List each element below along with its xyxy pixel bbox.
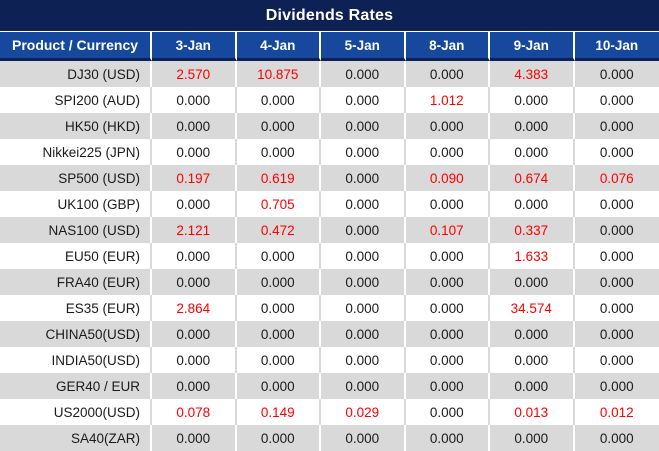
rate-cell: 0.000 [406,269,491,295]
rate-cell: 1.633 [490,243,575,269]
header-row [0,31,659,61]
product-cell: DJ30 (USD) [0,61,152,87]
rate-cell: 0.000 [152,373,237,399]
table-row [0,295,659,321]
rate-cell: 0.000 [406,191,491,217]
rate-cell: 0.000 [575,139,659,165]
rate-cell: 0.076 [575,165,659,191]
rate-cell: 0.000 [321,217,406,243]
product-cell: NAS100 (USD) [0,217,152,243]
product-cell: ES35 (EUR) [0,295,152,321]
product-cell: CHINA50(USD) [0,321,152,347]
rate-cell: 0.472 [237,217,322,243]
rate-cell: 0.000 [406,139,491,165]
rate-cell: 0.000 [321,87,406,113]
table-row [0,217,659,243]
product-cell: GER40 / EUR [0,373,152,399]
rate-cell: 0.000 [575,347,659,373]
product-cell: US2000(USD) [0,399,152,425]
rate-cell: 0.000 [237,243,322,269]
rate-cell: 0.000 [490,425,575,451]
rate-cell: 0.619 [237,165,322,191]
table-row [0,269,659,295]
rate-cell: 0.000 [237,113,322,139]
product-cell: SA40(ZAR) [0,425,152,451]
rate-cell: 34.574 [490,295,575,321]
rate-cell: 0.000 [321,269,406,295]
rate-cell: 0.000 [575,425,659,451]
rate-cell: 0.000 [321,425,406,451]
rate-cell: 0.337 [490,217,575,243]
rate-cell: 2.864 [152,295,237,321]
rate-cell: 0.000 [321,165,406,191]
rate-cell: 0.000 [321,321,406,347]
table-row [0,191,659,217]
rate-cell: 0.000 [152,347,237,373]
rate-cell: 0.000 [321,347,406,373]
rate-cell: 0.000 [237,347,322,373]
rate-cell: 2.570 [152,61,237,87]
rate-cell: 0.000 [575,321,659,347]
panel-title: Dividends Rates [0,0,659,31]
rate-cell: 0.000 [237,87,322,113]
rate-cell: 0.000 [321,113,406,139]
rate-cell: 0.000 [321,295,406,321]
rate-cell: 4.383 [490,61,575,87]
rate-cell: 0.000 [575,61,659,87]
date-header: 4-Jan [237,31,322,61]
rate-cell: 0.029 [321,399,406,425]
rate-cell: 0.000 [152,113,237,139]
date-header: 9-Jan [490,31,575,61]
table-row [0,347,659,373]
rate-cell: 0.000 [152,269,237,295]
table-row [0,139,659,165]
rate-cell: 0.000 [406,399,491,425]
rate-cell: 0.197 [152,165,237,191]
rate-cell: 0.000 [490,347,575,373]
product-cell: EU50 (EUR) [0,243,152,269]
product-currency-header: Product / Currency [0,31,152,61]
date-header: 3-Jan [152,31,237,61]
rate-cell: 10.875 [237,61,322,87]
rate-cell: 0.000 [575,243,659,269]
rate-cell: 0.000 [321,191,406,217]
rate-cell: 0.000 [575,295,659,321]
rate-cell: 0.000 [575,191,659,217]
rate-cell: 0.000 [490,321,575,347]
rate-cell: 0.000 [490,373,575,399]
rate-cell: 0.000 [406,61,491,87]
rate-cell: 1.012 [406,87,491,113]
product-cell: HK50 (HKD) [0,113,152,139]
table-row [0,399,659,425]
rate-cell: 0.000 [237,269,322,295]
date-header: 10-Jan [575,31,659,61]
dividends-rates-table [0,31,659,451]
rate-cell: 0.000 [152,191,237,217]
date-header: 5-Jan [321,31,406,61]
rate-cell: 0.000 [490,139,575,165]
rate-cell: 0.149 [237,399,322,425]
rate-cell: 0.000 [237,295,322,321]
product-cell: UK100 (GBP) [0,191,152,217]
rate-cell: 0.012 [575,399,659,425]
rate-cell: 0.000 [406,347,491,373]
rate-cell: 0.000 [152,243,237,269]
rate-cell: 0.000 [237,373,322,399]
rate-cell: 0.000 [490,269,575,295]
product-cell: INDIA50(USD) [0,347,152,373]
table-row [0,87,659,113]
rate-cell: 0.000 [406,295,491,321]
rate-cell: 0.000 [575,87,659,113]
table-row [0,321,659,347]
rate-cell: 0.000 [490,87,575,113]
table-row [0,243,659,269]
rate-cell: 0.000 [575,113,659,139]
rate-cell: 0.107 [406,217,491,243]
rate-cell: 0.090 [406,165,491,191]
rate-cell: 0.000 [575,373,659,399]
product-cell: SP500 (USD) [0,165,152,191]
rate-cell: 0.013 [490,399,575,425]
rate-cell: 0.000 [575,269,659,295]
rate-cell: 0.000 [321,139,406,165]
rate-cell: 0.705 [237,191,322,217]
rate-cell: 0.000 [406,321,491,347]
rate-cell: 0.000 [237,139,322,165]
rate-cell: 0.000 [406,373,491,399]
table-row [0,425,659,451]
rate-cell: 2.121 [152,217,237,243]
rate-cell: 0.000 [152,425,237,451]
product-cell: Nikkei225 (JPN) [0,139,152,165]
product-cell: FRA40 (EUR) [0,269,152,295]
rate-cell: 0.000 [152,321,237,347]
rate-cell: 0.000 [406,243,491,269]
rate-cell: 0.000 [406,425,491,451]
product-cell: SPI200 (AUD) [0,87,152,113]
rate-cell: 0.078 [152,399,237,425]
table-row [0,373,659,399]
rate-cell: 0.000 [321,373,406,399]
date-header: 8-Jan [406,31,491,61]
rate-cell: 0.000 [152,87,237,113]
rate-cell: 0.000 [575,217,659,243]
table-row [0,165,659,191]
rate-cell: 0.000 [321,243,406,269]
rate-cell: 0.000 [237,425,322,451]
rate-cell: 0.000 [406,113,491,139]
table-row [0,113,659,139]
rate-cell: 0.674 [490,165,575,191]
table-row [0,61,659,87]
rate-cell: 0.000 [490,191,575,217]
rate-cell: 0.000 [152,139,237,165]
rate-cell: 0.000 [321,61,406,87]
rate-cell: 0.000 [490,113,575,139]
rate-cell: 0.000 [237,321,322,347]
